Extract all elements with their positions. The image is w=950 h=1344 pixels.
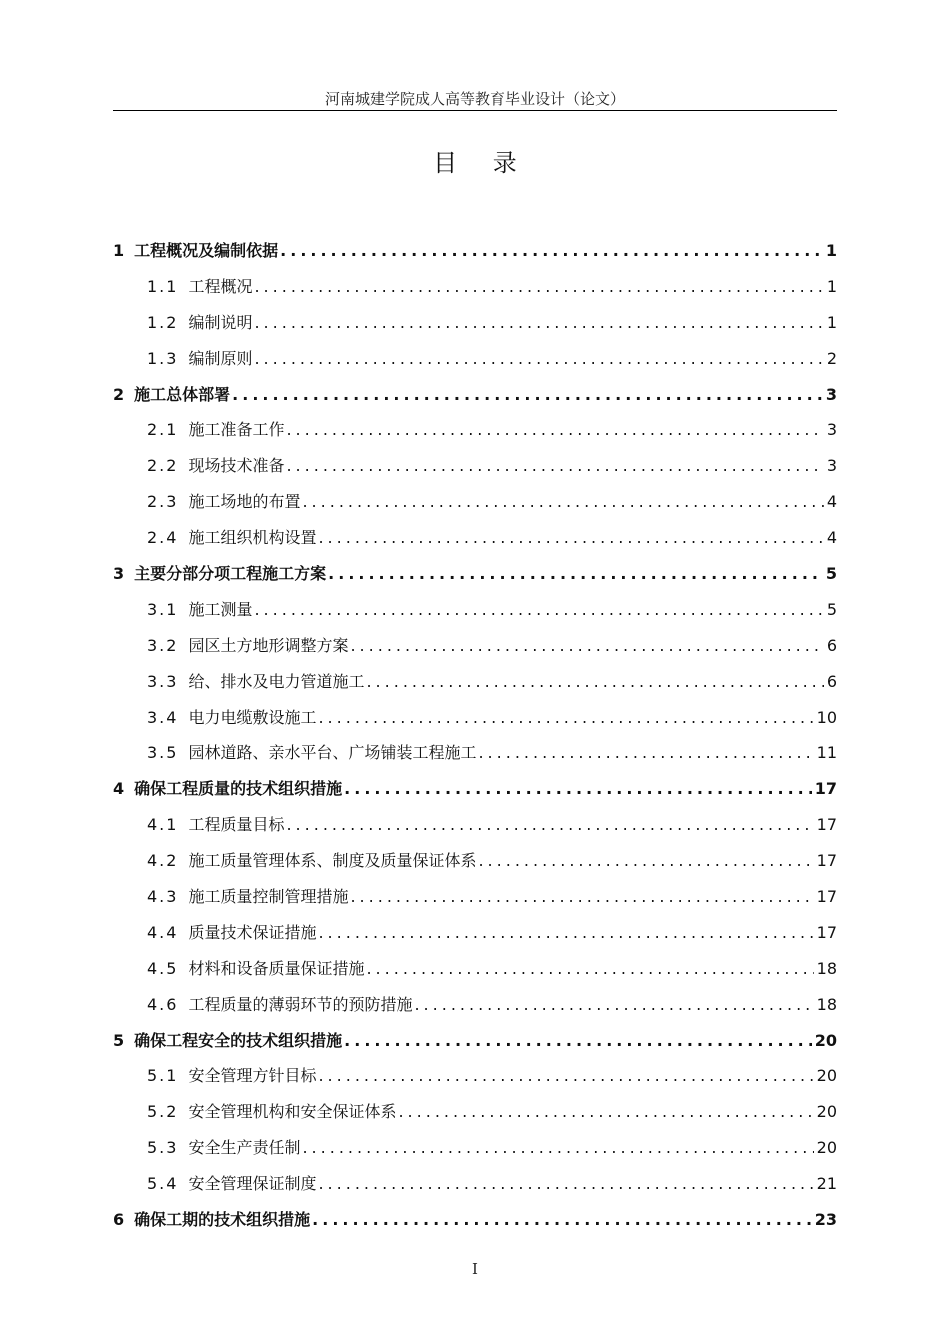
- toc-dot-leader: [344, 1023, 812, 1059]
- toc-entry-label: 安全管理方针目标: [188, 1066, 317, 1086]
- toc-entry-label: 编制说明: [188, 312, 253, 332]
- toc-entry[interactable]: [113, 269, 837, 305]
- toc-entry-page: 6: [826, 635, 837, 655]
- toc-entry-number: 2.1: [147, 420, 179, 440]
- toc-entry-page: 20: [816, 1066, 837, 1086]
- toc-entry-label: 施工质量控制管理措施: [188, 887, 349, 907]
- toc-dot-leader: [312, 1202, 812, 1238]
- toc-entry-label: 施工总体部署: [134, 384, 231, 404]
- toc-entry[interactable]: [113, 1130, 837, 1166]
- toc-entry-label: 工程概况及编制依据: [134, 241, 279, 260]
- toc-entry-label: 园林道路、亲水平台、广场铺装工程施工: [188, 743, 477, 763]
- toc-entry-label: 确保工期的技术组织措施: [134, 1210, 311, 1230]
- toc-entry-label: 主要分部分项工程施工方案: [134, 564, 327, 584]
- toc-dot-leader: [398, 1094, 813, 1130]
- toc-entry-number: 5.4: [147, 1174, 179, 1194]
- toc-entry-page: 3: [826, 456, 837, 476]
- toc-entry-number: 4.4: [147, 922, 179, 942]
- toc-dot-leader: [302, 484, 823, 520]
- toc-dot-leader: [478, 735, 813, 771]
- toc-dot-leader: [366, 951, 813, 987]
- toc-entry[interactable]: [113, 520, 837, 556]
- toc-entry-page: 1: [826, 276, 837, 296]
- toc-entry-number: 5.1: [147, 1066, 179, 1086]
- toc-entry-label: 施工组织机构设置: [188, 528, 317, 548]
- toc-entry-number: 2.4: [147, 528, 179, 548]
- toc-entry-page: 17: [816, 815, 837, 835]
- toc-entry[interactable]: [113, 915, 837, 951]
- toc-entry[interactable]: [113, 843, 837, 879]
- toc-entry-label: 施工测量: [188, 599, 253, 619]
- toc-entry-number: 1: [113, 241, 125, 260]
- toc-entry-number: 5.2: [147, 1102, 179, 1122]
- toc-entry-page: 1: [826, 312, 837, 332]
- toc-entry-label: 安全生产责任制: [188, 1138, 301, 1158]
- toc-entry-number: 4: [113, 779, 125, 799]
- toc-entry-page: 4: [826, 528, 837, 548]
- toc-entry-label: 材料和设备质量保证措施: [188, 958, 365, 978]
- toc-dot-leader: [344, 771, 812, 807]
- toc-entry-page: 6: [826, 671, 837, 691]
- toc-entry[interactable]: [113, 951, 837, 987]
- toc-entry-label: 确保工程质量的技术组织措施: [134, 779, 343, 799]
- toc-entry-number: 1.2: [147, 312, 179, 332]
- toc-entry-label: 施工场地的布置: [188, 492, 301, 512]
- toc-entry-page: 20: [816, 1102, 837, 1122]
- toc-dot-leader: [328, 556, 823, 592]
- toc-dot-leader: [318, 1166, 813, 1202]
- toc-dot-leader: [232, 377, 823, 413]
- toc-dot-leader: [350, 628, 823, 664]
- toc-entry-number: 1.3: [147, 348, 179, 368]
- toc-entry[interactable]: [113, 987, 837, 1023]
- toc-entry-label: 确保工程安全的技术组织措施: [134, 1030, 343, 1050]
- toc-entry[interactable]: [113, 735, 837, 771]
- toc-entry-number: 5.3: [147, 1138, 179, 1158]
- toc-dot-leader: [366, 664, 823, 700]
- toc-entry[interactable]: [113, 556, 837, 592]
- toc-entry[interactable]: [113, 377, 837, 413]
- toc-entry[interactable]: [113, 771, 837, 807]
- toc-dot-leader: [414, 987, 813, 1023]
- toc-entry[interactable]: [113, 807, 837, 843]
- toc-entry-number: 4.5: [147, 958, 179, 978]
- toc-entry-label: 安全管理机构和安全保证体系: [188, 1102, 397, 1122]
- toc-entry[interactable]: [113, 879, 837, 915]
- toc-entry-number: 3.1: [147, 599, 179, 619]
- toc-entry-number: 3.2: [147, 635, 179, 655]
- toc-entry-page: 4: [826, 492, 837, 512]
- toc-entry-page: 3: [825, 384, 837, 404]
- toc-entry-number: 6: [113, 1210, 125, 1230]
- toc-dot-leader: [286, 448, 823, 484]
- toc-entry-page: 5: [826, 599, 837, 619]
- toc-entry[interactable]: [113, 448, 837, 484]
- toc-entry-number: 3.4: [147, 707, 179, 727]
- toc-entry[interactable]: [113, 233, 837, 269]
- toc-entry-label: 工程概况: [188, 276, 253, 296]
- toc-entry-page: 17: [816, 851, 837, 871]
- toc-entry-page: 3: [826, 420, 837, 440]
- toc-entry[interactable]: [113, 1058, 837, 1094]
- toc-entry-label: 施工质量管理体系、制度及质量保证体系: [188, 851, 477, 871]
- toc-entry[interactable]: [113, 1202, 837, 1238]
- toc-entry[interactable]: [113, 592, 837, 628]
- toc-dot-leader: [318, 1058, 813, 1094]
- toc-entry-label: 编制原则: [188, 348, 253, 368]
- toc-entry-page: 5: [825, 564, 837, 584]
- toc-entry-number: 5: [113, 1030, 125, 1050]
- header-rule: [113, 110, 837, 111]
- toc-entry-page: 20: [816, 1138, 837, 1158]
- toc-entry-number: 4.6: [147, 994, 179, 1014]
- toc-dot-leader: [302, 1130, 813, 1166]
- toc-dot-leader: [254, 341, 823, 377]
- toc-dot-leader: [254, 269, 823, 305]
- toc-entry[interactable]: [113, 341, 837, 377]
- toc-title: 目 录: [433, 149, 531, 177]
- toc-dot-leader: [254, 305, 823, 341]
- toc-entry-label: 安全管理保证制度: [188, 1174, 317, 1194]
- toc-entry-label: 施工准备工作: [188, 420, 285, 440]
- toc-entry[interactable]: [113, 412, 837, 448]
- toc-entry-number: 4.2: [147, 851, 179, 871]
- toc-entry-number: 3: [113, 564, 125, 584]
- toc-entry-page: 18: [816, 994, 837, 1014]
- toc-entry[interactable]: [113, 305, 837, 341]
- toc-entry-page: 1: [825, 241, 837, 260]
- toc-entry-label: 给、排水及电力管道施工: [188, 671, 365, 691]
- toc-entry[interactable]: [113, 484, 837, 520]
- toc-dot-leader: [286, 412, 823, 448]
- toc-dot-leader: [350, 879, 813, 915]
- toc-entry-number: 2.3: [147, 492, 179, 512]
- toc-entry-page: 18: [816, 958, 837, 978]
- toc-entry-page: 21: [816, 1174, 837, 1194]
- toc-entry-label: 园区土方地形调整方案: [188, 635, 349, 655]
- toc-entry[interactable]: [113, 1094, 837, 1130]
- toc-entry[interactable]: [113, 1166, 837, 1202]
- toc-dot-leader: [280, 233, 823, 269]
- toc-entry-page: 17: [816, 887, 837, 907]
- toc-entry[interactable]: [113, 700, 837, 736]
- page-header: 河南城建学院成人高等教育毕业设计（论文）: [324, 90, 625, 108]
- toc-entry-number: 4.3: [147, 887, 179, 907]
- toc-dot-leader: [478, 843, 813, 879]
- toc-entry-number: 3.3: [147, 671, 179, 691]
- toc-entry-page: 20: [814, 1030, 837, 1050]
- toc-entry-label: 现场技术准备: [188, 456, 285, 476]
- toc-entry-page: 11: [816, 743, 837, 763]
- toc-entry-number: 3.5: [147, 743, 179, 763]
- table-of-contents: [113, 233, 837, 1238]
- toc-entry-page: 17: [814, 779, 837, 799]
- toc-dot-leader: [286, 807, 813, 843]
- toc-entry-label: 工程质量的薄弱环节的预防措施: [188, 994, 413, 1014]
- toc-entry[interactable]: [113, 628, 837, 664]
- toc-entry-page: 2: [826, 348, 837, 368]
- toc-entry-number: 1.1: [147, 276, 179, 296]
- toc-dot-leader: [254, 592, 823, 628]
- toc-entry-number: 2: [113, 384, 125, 404]
- toc-dot-leader: [318, 520, 823, 556]
- toc-entry-label: 质量技术保证措施: [188, 922, 317, 942]
- toc-entry-label: 电力电缆敷设施工: [188, 707, 317, 727]
- toc-entry-label: 工程质量目标: [188, 815, 285, 835]
- toc-dot-leader: [318, 915, 813, 951]
- page-number: I: [472, 1260, 478, 1278]
- toc-entry[interactable]: [113, 1023, 837, 1059]
- toc-entry-page: 23: [814, 1210, 837, 1230]
- toc-dot-leader: [318, 700, 813, 736]
- toc-entry[interactable]: [113, 664, 837, 700]
- toc-entry-page: 17: [816, 922, 837, 942]
- toc-entry-page: 10: [816, 707, 837, 727]
- toc-entry-number: 2.2: [147, 456, 179, 476]
- toc-entry-number: 4.1: [147, 815, 179, 835]
